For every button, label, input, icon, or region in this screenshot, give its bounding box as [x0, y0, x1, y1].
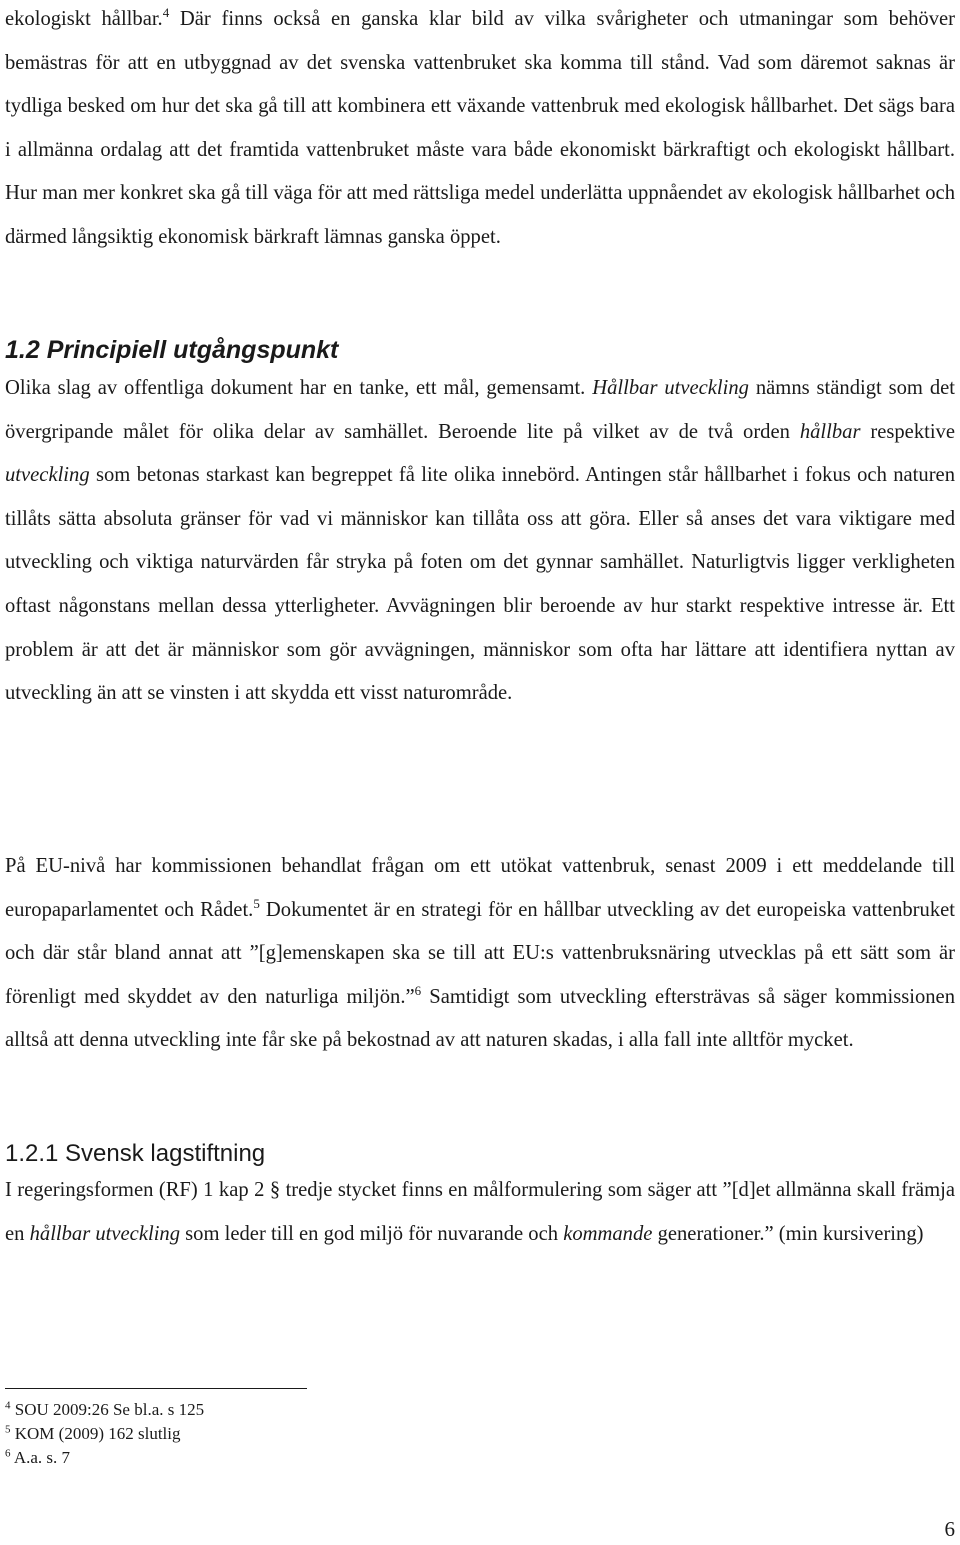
paragraph-eu [5, 845, 955, 1063]
p4-italic-hallbar-utveckling: hållbar utveckling [29, 1222, 181, 1245]
paragraph-swedish-law [5, 1169, 955, 1256]
p2-text-a: Olika slag av offentliga dokument har en tanke, ett mål, gemensamt. [5, 377, 593, 399]
section-heading-1-2-1: 1.2.1 Svensk lagstiftning [5, 1140, 266, 1167]
footnote-ref-5[interactable]: 5 [253, 895, 260, 911]
footnote-ref-6[interactable]: 6 [414, 982, 422, 998]
p4-text-a: I regeringsformen (RF) 1 kap 2 § tredje stycket finns en målformulering som säger att ”[d]et allmänna skall främja en [5, 1179, 955, 1245]
p3-text-a: På EU-nivå har kommissionen behandlat frågan om ett utökat vattenbruk, senast 2009 i ett meddelande till europaparlamentet och Rådet. [5, 855, 955, 921]
page-number: 6 [944, 1517, 955, 1541]
p2-text-b: nämns ständigt som det övergripande målet för olika delar av samhället. Beroende lite på vilket av de två orden [5, 377, 955, 443]
p1-text-b: Där finns också en ganska klar bild av vilka svårigheter och utmaningar som behöver bemästras för att en utbyggnad av det svenska vattenbruket ska komma till stånd. Vad som däremot saknas är tydliga besked om hur det ska gå till att kombinera ett växande vattenbruk med ekologisk hållbarhet. Det sägs bara i allmänna ordalag att det framtida vattenbruket måste vara både ekonomiskt bärkraftigt och ekologiskt hållbart. Hur man mer konkret ska gå till väga för att med rättsliga medel underlätta uppnåendet av ekologisk hållbarhet och därmed långsiktig ekonomisk bärkraft lämnas ganska öppet. [5, 8, 956, 248]
p1-text-a: ekologiskt hållbar. [5, 8, 163, 30]
p2-italic-hallbar: hållbar [799, 420, 861, 443]
footnote-text: A.a. s. 7 [13, 1448, 71, 1467]
p4-text-b: som leder till en god miljö för nuvarande och [180, 1222, 564, 1245]
footnote-item [5, 1422, 204, 1446]
footnote-number: 5 [5, 1423, 11, 1436]
footnote-number: 4 [5, 1399, 11, 1412]
footnote-item [5, 1446, 204, 1470]
paragraph-principle [5, 367, 955, 716]
footnote-text: SOU 2009:26 Se bl.a. s 125 [14, 1400, 205, 1419]
p3-text-b: Dokumentet är en strategi för en hållbar utveckling av det europeiska vattenbruket och där står bland annat att ”[g]emenskapen ska se till att EU:s vattenbruksnäring utvecklas på ett sätt som är förenligt med skyddet av den naturliga miljön.” [5, 898, 955, 1008]
p4-italic-kommande: kommande [563, 1222, 653, 1245]
p2-text-d: som betonas starkast kan begreppet få lite olika innebörd. Antingen står hållbarhet i fokus och naturen tillåts sätta absoluta gränser för vad vi människor kan tillåta oss att göra. Eller så anses det vara viktigare med utveckling och viktiga naturvärden får stryka på foten om det gynnar samhället. Naturligtvis ligger verkligheten oftast någonstans mellan dessa ytterligheter. Avvägningen blir beroende av hur starkt respektive intresse är. Ett problem är att det är människor som gör avvägningen, människor som ofta har lättare att identifiera nyttan av utveckling än att se vinsten i att skydda ett visst naturområde. [5, 464, 955, 705]
p2-italic-hallbar-utveckling: Hållbar utveckling [592, 377, 749, 399]
footnote-text: KOM (2009) 162 slutlig [14, 1424, 181, 1443]
footnote-list [5, 1398, 204, 1470]
p3-text-c: Samtidigt som utveckling eftersträvas så säger kommissionen alltså att denna utveckling inte får ske på bekostnad av att naturen skadas, i alla fall inte alltför mycket. [5, 985, 955, 1052]
paragraph-intro [5, 0, 955, 260]
footnote-separator [5, 1388, 307, 1389]
p2-italic-utveckling: utveckling [5, 464, 90, 487]
p4-text-c: generationer.” (min kursivering) [652, 1222, 924, 1245]
section-heading-1-2: 1.2 Principiell utgångspunkt [5, 336, 339, 364]
p2-text-c: respektive [860, 420, 955, 443]
footnote-item [5, 1398, 204, 1422]
footnote-number: 6 [5, 1447, 11, 1460]
footnote-ref-4[interactable]: 4 [162, 5, 170, 21]
